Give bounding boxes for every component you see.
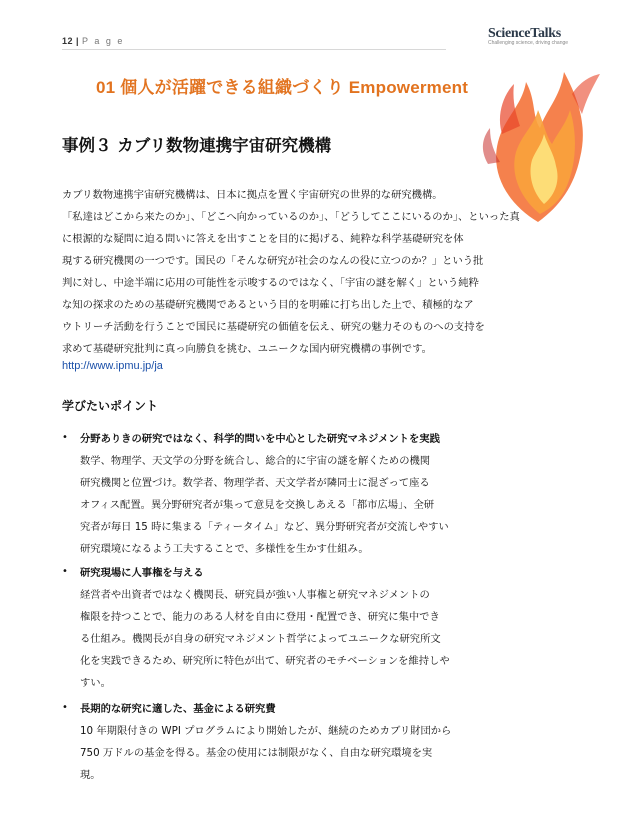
point-line: 化を実践できるため、研究所に特色が出て、研究者のモチベーションを維持しや <box>80 655 450 667</box>
brand-tagline: Challenging science, driving change <box>488 40 569 46</box>
point-title: 分野ありきの研究ではなく、科学的問いを中心とした研究マネジメントを実践 <box>80 433 440 445</box>
intro-line: 判に対し、中途半端に応用の可能性を示唆するのではなく、「宇宙の謎を解く」という純粋 <box>62 277 479 289</box>
page-number: 12 <box>62 36 74 46</box>
intro-line: な知の探求のための基礎研究機関であるという目的を明確に打ち出した上で、積極的なア <box>62 299 474 311</box>
intro-paragraph <box>62 184 520 360</box>
point-title: 研究現場に人事権を与える <box>80 567 204 579</box>
point-line: 10 年期限付きの WPI プログラムにより開始したが、継続のためカブリ財団から <box>80 725 452 737</box>
point-line: 研究機関と位置づけ。数学者、物理学者、天文学者が隣同士に混ざって座る <box>80 477 430 489</box>
point-line: 研究環境になるよう工夫することで、多様性を生かす仕組み。 <box>80 543 369 555</box>
point-title: 長期的な研究に適した、基金による研究費 <box>80 703 276 715</box>
point-body <box>80 720 480 786</box>
point-item <box>62 564 462 694</box>
point-line: 現。 <box>80 769 101 781</box>
point-line: すい。 <box>80 677 111 689</box>
bullet-icon: • <box>62 432 68 443</box>
page-number-label <box>62 36 124 46</box>
point-line: 究者が毎日 15 時に集まる「ティータイム」など、異分野研究者が交流しやすい <box>80 521 449 533</box>
ipmu-link[interactable]: http://www.ipmu.jp/ja <box>62 360 163 372</box>
point-line: 750 万ドルの基金を得る。基金の使用には制限がなく、自由な研究環境を実 <box>80 747 433 759</box>
flame-illustration-icon <box>468 54 608 224</box>
points-heading: 学びたいポイント <box>62 399 159 413</box>
intro-line: カブリ数物連携宇宙研究機構は、日本に拠点を置く宇宙研究の世界的な研究機構。 <box>62 189 443 201</box>
point-body <box>80 450 480 560</box>
point-item <box>62 430 462 560</box>
page-header <box>62 36 446 50</box>
point-body <box>80 584 480 694</box>
point-item <box>62 700 462 790</box>
intro-line: に根源的な疑問に迫る問いに答えを出すことを目的に掲げる、純粋な科学基礎研究を体 <box>62 233 464 245</box>
intro-line: ウトリーチ活動を行うことで国民に基礎研究の価値を伝え、研究の魅力そのものへの支持を <box>62 321 485 333</box>
section-title: 01 個人が活躍できる組織づくり Empowerment <box>96 78 469 97</box>
bullet-icon: • <box>62 566 68 577</box>
point-line: る仕組み。機関長が自身の研究マネジメント哲学によってユニークな研究所文 <box>80 633 441 645</box>
point-line: オフィス配置。異分野研究者が集って意見を交換しあえる「都市広場」、全研 <box>80 499 435 511</box>
page-word: P a g e <box>82 36 125 46</box>
page-separator: | <box>76 36 80 46</box>
point-line: 数学、物理学、天文学の分野を統合し、総合的に宇宙の謎を解くための機関 <box>80 455 431 467</box>
case-title: 事例３ カブリ数物連携宇宙研究機構 <box>62 136 332 155</box>
header-divider <box>62 49 446 50</box>
intro-line: 現する研究機関の一つです。国民の「そんな研究が社会のなんの役に立つのか？」という批 <box>62 255 484 267</box>
point-line: 権限を持つことで、能力のある人材を自由に登用・配置でき、研究に集中でき <box>80 611 440 623</box>
intro-line: 求めて基礎研究批判に真っ向勝負を挑む、ユニークな国内研究機構の事例です。 <box>62 343 432 355</box>
brand-logo <box>488 26 598 50</box>
point-line: 経営者や出資者ではなく機関長、研究員が強い人事権と研究マネジメントの <box>80 589 430 601</box>
intro-line: 「私達はどこから来たのか」、「どこへ向かっているのか」、「どうしてここにいるのか」、といった真 <box>62 211 520 223</box>
brand-name: ScienceTalks <box>488 26 561 41</box>
bullet-icon: • <box>62 702 68 713</box>
